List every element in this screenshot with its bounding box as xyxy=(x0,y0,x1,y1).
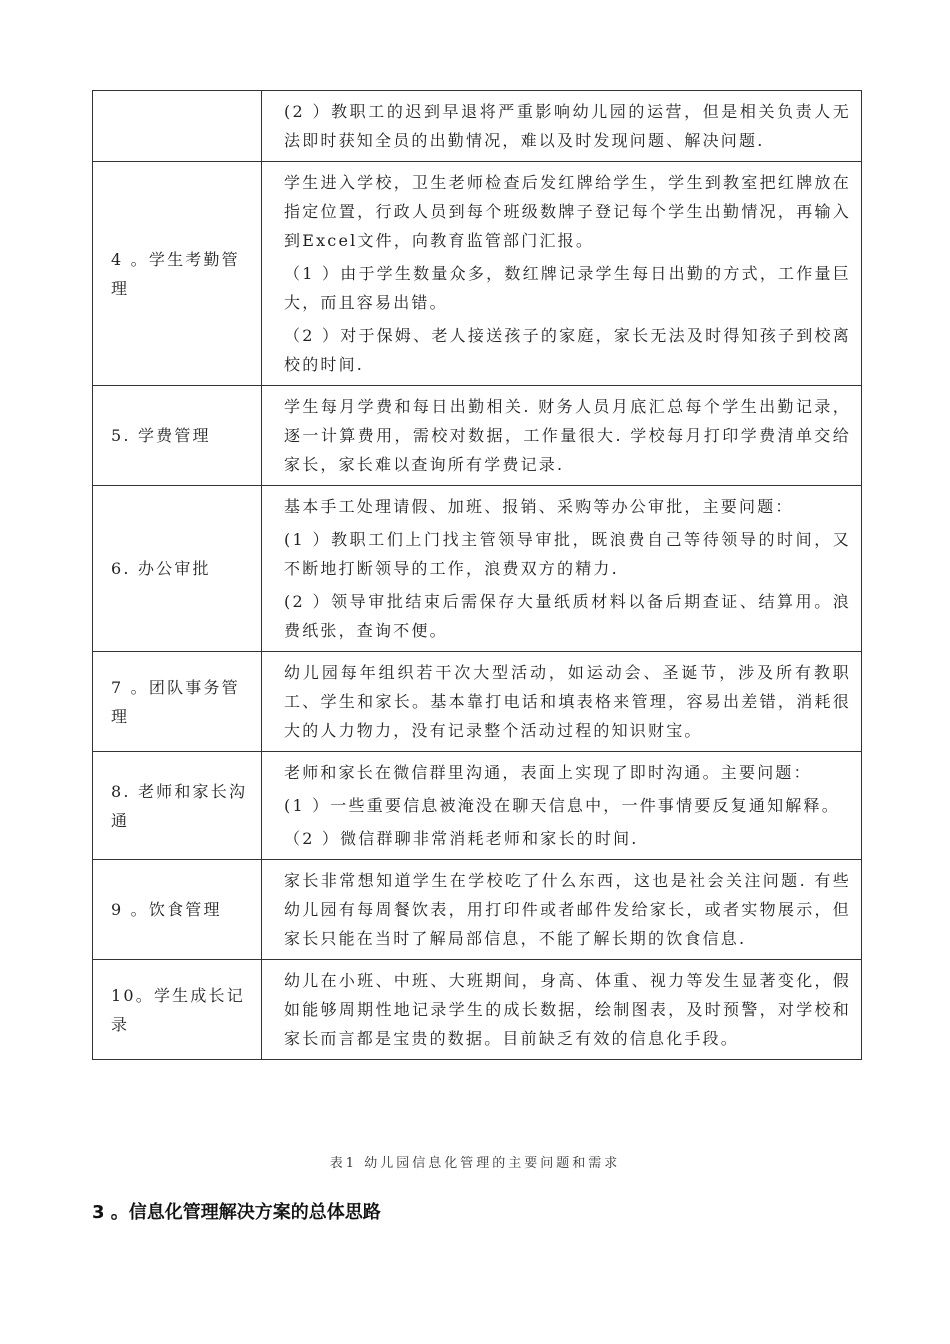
description-cell xyxy=(262,860,862,960)
description-cell xyxy=(262,91,862,162)
description-paragraph: 幼儿园每年组织若干次大型活动，如运动会、圣诞节，涉及所有教职工、学生和家长。基本靠打电话和填表格来管理，容易出差错，消耗很大的人力物力，没有记录整个活动过程的知识财宝。 xyxy=(284,663,851,740)
category-cell: 6. 办公审批 xyxy=(93,486,262,652)
description-paragraph: (2 ）教职工的迟到早退将严重影响幼儿园的运营，但是相关负责人无法即时获知全员的出勤情况，难以及时发现问题、解决问题. xyxy=(284,102,851,150)
description-paragraph: （1 ）由于学生数量众多，数红牌记录学生每日出勤的方式，工作量巨大，而且容易出错。 xyxy=(284,264,851,312)
requirements-table xyxy=(92,90,862,1060)
category-cell: 7 。团队事务管理 xyxy=(93,652,262,752)
category-cell: 4 。学生考勤管理 xyxy=(93,162,262,386)
table-row xyxy=(93,91,862,162)
description-paragraph: 老师和家长在微信群里沟通，表面上实现了即时沟通。主要问题： xyxy=(284,763,812,782)
description-cell xyxy=(262,752,862,860)
description-paragraph: 家长非常想知道学生在学校吃了什么东西，这也是社会关注问题. 有些幼儿园有每周餐饮表，用打印件或者邮件发给家长，或者实物展示，但家长只能在当时了解局部信息，不能了解长期的饮食信息. xyxy=(284,871,851,948)
table-caption: 表1 幼儿园信息化管理的主要问题和需求 xyxy=(329,1156,621,1171)
description-paragraph: 学生进入学校，卫生老师检查后发红牌给学生，学生到教室把红牌放在指定位置，行政人员到每个班级数牌子登记每个学生出勤情况，再输入到Excel文件，向教育监管部门汇报。 xyxy=(284,173,851,250)
description-paragraph: （2 ）微信群聊非常消耗老师和家长的时间. xyxy=(284,829,639,848)
description-paragraph: (1 ）教职工们上门找主管领导审批，既浪费自己等待领导的时间，又不断地打断领导的工作，浪费双方的精力. xyxy=(284,530,851,578)
table-row xyxy=(93,960,862,1060)
description-paragraph: 学生每月学费和每日出勤相关. 财务人员月底汇总每个学生出勤记录，逐一计算费用，需校对数据，工作量很大. 学校每月打印学费清单交给家长，家长难以查询所有学费记录. xyxy=(284,397,851,474)
description-cell xyxy=(262,162,862,386)
description-cell xyxy=(262,486,862,652)
table-row xyxy=(93,752,862,860)
description-cell xyxy=(262,960,862,1060)
table-row xyxy=(93,486,862,652)
category-cell: 10。学生成长记录 xyxy=(93,960,262,1060)
table-row xyxy=(93,860,862,960)
requirements-table-body xyxy=(93,91,862,1060)
description-paragraph: 基本手工处理请假、加班、报销、采购等办公审批，主要问题： xyxy=(284,497,794,516)
description-cell xyxy=(262,652,862,752)
description-paragraph: (2 ）领导审批结束后需保存大量纸质材料以备后期查证、结算用。浪费纸张，查询不便。 xyxy=(284,592,851,640)
table-row xyxy=(93,386,862,486)
description-paragraph: （2 ）对于保姆、老人接送孩子的家庭，家长无法及时得知孩子到校离校的时间. xyxy=(284,326,851,374)
description-cell xyxy=(262,386,862,486)
table-row xyxy=(93,652,862,752)
category-cell xyxy=(93,91,262,162)
description-paragraph: (1 ）一些重要信息被淹没在聊天信息中，一件事情要反复通知解释。 xyxy=(284,796,840,815)
description-paragraph: 幼儿在小班、中班、大班期间，身高、体重、视力等发生显著变化，假如能够周期性地记录学生的成长数据，绘制图表，及时预警，对学校和家长而言都是宝贵的数据。目前缺乏有效的信息化手段。 xyxy=(284,971,851,1048)
category-cell: 5. 学费管理 xyxy=(93,386,262,486)
table-row xyxy=(93,162,862,386)
category-cell: 8. 老师和家长沟通 xyxy=(93,752,262,860)
section-heading: 3 。信息化管理解决方案的总体思路 xyxy=(92,1202,381,1223)
category-cell: 9 。饮食管理 xyxy=(93,860,262,960)
